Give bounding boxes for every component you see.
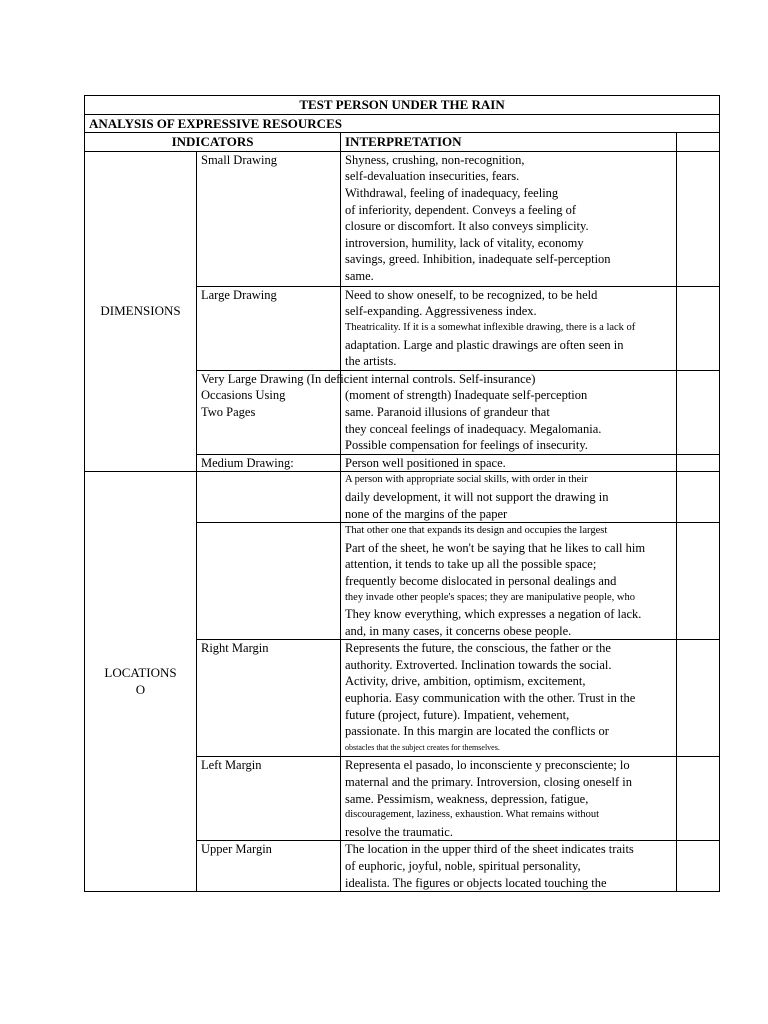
blank-cell [677, 454, 720, 472]
table-row [85, 151, 720, 286]
blank-header-cell [677, 133, 720, 152]
category-dimensions: DIMENSIONS [85, 151, 197, 472]
indicator-empty [197, 472, 341, 523]
interpretation-header: INTERPRETATION [341, 133, 677, 152]
interpretation-cell: Shyness, crushing, non-recognition, self-devaluation insecurities, fears. Withdrawal, feeling of inadequacy, feeling of inferiority, dependent. Conveys a feeling of closure or discomfort. It also conveys simplicity. introversion, humility, lack of vitality, economy savings, greed. Inhibition, inadequate self-perception same. [341, 151, 677, 286]
table-title: TEST PERSON UNDER THE RAIN [85, 96, 720, 115]
interpretation-cell: Person well positioned in space. [341, 454, 677, 472]
indicator-left-margin: Left Margin [197, 757, 341, 841]
blank-cell [677, 841, 720, 892]
blank-cell [677, 523, 720, 640]
indicator-empty [197, 523, 341, 640]
blank-cell [677, 472, 720, 523]
interpretation-cell: Need to show oneself, to be recognized, to be held self-expanding. Aggressiveness index. Theatricality. If it is a somewhat inflexible drawing, there is a lack of adaptation. Large and plastic drawings are often seen in the artists. [341, 286, 677, 370]
indicator-right-margin: Right Margin [197, 640, 341, 757]
indicator-large-drawing: Large Drawing [197, 286, 341, 370]
document-page [84, 95, 719, 892]
indicator-small-drawing: Small Drawing [197, 151, 341, 286]
indicator-medium-drawing: Medium Drawing: [197, 454, 341, 472]
blank-cell [677, 757, 720, 841]
blank-cell [677, 286, 720, 370]
indicator-very-large-drawing: Very Large Drawing (In deficient internal controls. Self-insurance) Occasions Using Two Pages [197, 370, 341, 454]
interpretation-cell: That other one that expands its design and occupies the largest Part of the sheet, he won't be saying that he likes to call him attention, it tends to take up all the possible space; frequently become dislocated in personal dealings and they invade other people's spaces; they are manipulative people, who They know everything, which expresses a negation of lack. and, in many cases, it concerns obese people. [341, 523, 677, 640]
interpretation-cell: Represents the future, the conscious, the father or the authority. Extroverted. Inclination towards the social. Activity, drive, ambition, optimism, excitement, euphoria. Easy communication with the other. Trust in the future (project, future). Impatient, vehement, passionate. In this margin are located the conflicts or obstacles that the subject creates for themselves. [341, 640, 677, 757]
table-subtitle: ANALYSIS OF EXPRESSIVE RESOURCES [85, 114, 720, 133]
interpretation-cell: The location in the upper third of the sheet indicates traits of euphoric, joyful, noble, spiritual personality, idealista. The figures or objects located touching the [341, 841, 677, 892]
interpretation-cell: Representa el pasado, lo inconsciente y preconsciente; lo maternal and the primary. Introversion, closing oneself in same. Pessimism, weakness, depression, fatigue, discouragement, laziness, exhaustion. What remains without resolve the traumatic. [341, 757, 677, 841]
blank-cell [677, 151, 720, 286]
blank-cell [677, 370, 720, 454]
category-locations: LOCATIONS O [85, 472, 197, 892]
interpretation-cell: A person with appropriate social skills, with order in their daily development, it will not support the drawing in none of the margins of the paper [341, 472, 677, 523]
indicator-upper-margin: Upper Margin [197, 841, 341, 892]
analysis-table [84, 95, 720, 892]
blank-cell [677, 640, 720, 757]
interpretation-cell: (moment of strength) Inadequate self-perception same. Paranoid illusions of grandeur that they conceal feelings of inadequacy. Megalomania. Possible compensation for feelings of insecurity. [341, 370, 677, 454]
table-row [85, 472, 720, 523]
indicators-header: INDICATORS [85, 133, 341, 152]
